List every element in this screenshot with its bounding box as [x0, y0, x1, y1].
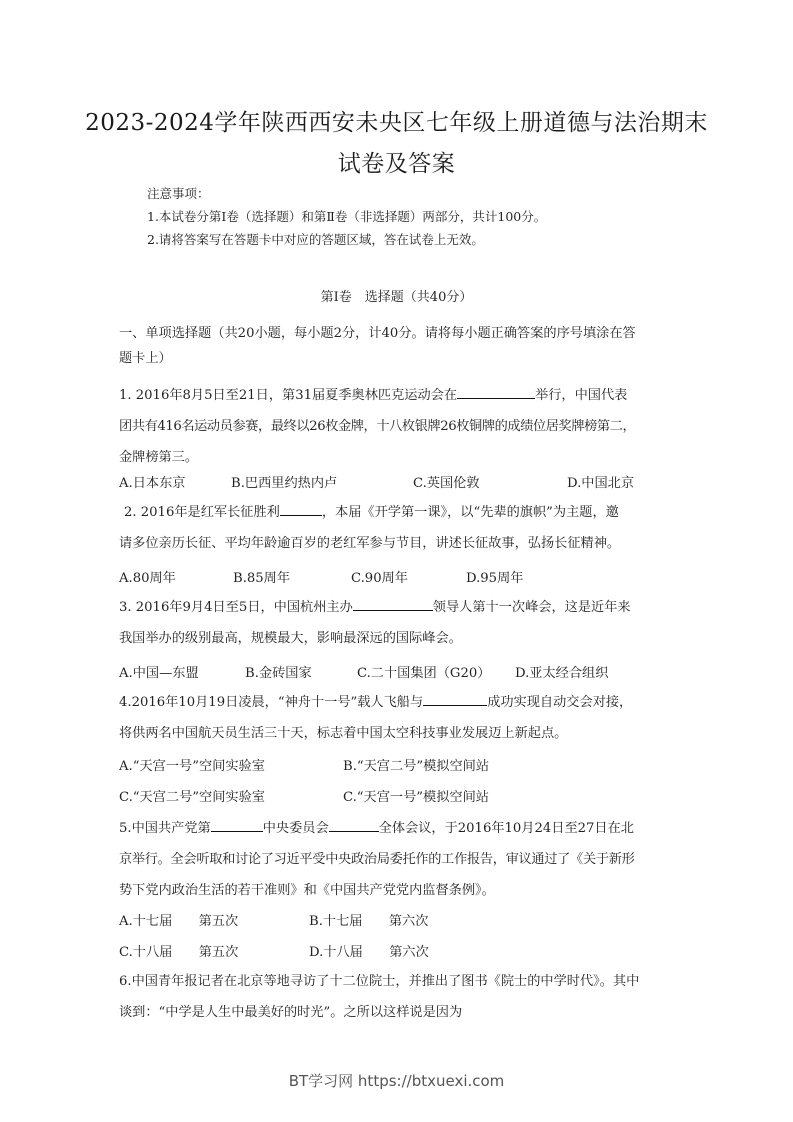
question-6	[119, 966, 675, 1028]
answer-blank	[423, 691, 487, 706]
option-b: B.巴西里约热内卢	[231, 476, 338, 491]
question-2-stem: 2. 2016年是红军长征胜利	[124, 505, 280, 520]
question-6-line2: 谈到：“中学是人生中最美好的时光”。之所以这样说是因为	[119, 1005, 463, 1020]
option-a: A.日本东京	[119, 476, 186, 491]
answer-blank	[353, 596, 433, 611]
question-5-stem-mid: 中央委员会	[262, 821, 329, 836]
option-a: A.十七届 第五次	[119, 914, 239, 929]
option-c: C.“天宫二号”空间实验室	[119, 790, 265, 805]
notes-item: 1.本试卷分第Ⅰ卷（选择题）和第Ⅱ卷（非选择题）两部分，共计100分。	[147, 209, 547, 224]
question-1-line3: 金牌榜第三。	[119, 450, 199, 465]
question-5	[119, 813, 675, 906]
question-5-line2: 京举行。全会听取和讨论了习近平受中央政治局委托作的工作报告，审议通过了《关于新形	[119, 852, 635, 867]
question-2-line1	[124, 497, 680, 528]
question-3-line2: 我国举办的级别最高，规模最大，影响最深远的国际峰会。	[119, 631, 462, 646]
question-5-stem-cont: 全体会议，于2016年10月24日至27日在北	[378, 821, 634, 836]
answer-blank	[457, 384, 535, 399]
footer-watermark: BT学习网 https://btxuexi.com	[288, 1072, 505, 1090]
question-6-line1: 6.中国青年报记者在北京等地寻访了十二位院士，并推出了图书《院士的中学时代》。其中	[119, 974, 640, 989]
question-4-stem-cont: 成功实现自动交会对接，	[487, 695, 633, 710]
option-b: B.十七届 第六次	[309, 914, 429, 929]
question-1-stem: 1. 2016年8月5日至21日，第31届夏季奥林匹克运动会在	[119, 388, 458, 403]
question-5-line1	[119, 813, 675, 844]
question-3-line1	[119, 592, 675, 623]
question-5-stem: 5.中国共产党第	[119, 821, 211, 836]
question-4-stem: 4.2016年10月19日凌晨，“神舟十一号”载人飞船与	[119, 695, 424, 710]
part-one-line2: 题卡上）	[119, 351, 172, 366]
option-a: A.中国—东盟	[119, 666, 199, 681]
question-4-line2: 将供两名中国航天员生活三十天，标志着中国太空科技事业发展迈上新起点。	[119, 726, 568, 741]
option-d: D.95周年	[466, 571, 524, 586]
option-d: D.十八届 第六次	[309, 945, 429, 960]
question-4-line1	[119, 687, 675, 718]
question-1-stem-cont: 举行，中国代表	[535, 388, 628, 403]
part-one-instructions	[119, 318, 675, 374]
option-b: B.85周年	[233, 571, 291, 586]
question-2-line2: 请多位亲历长征、平均年龄逾百岁的老红军参与节目，讲述长征故事，弘扬长征精神。	[119, 536, 621, 551]
option-c: C.十八届 第五次	[119, 945, 239, 960]
notes-heading: 注意事项：	[147, 186, 210, 201]
question-2	[124, 497, 680, 528]
answer-blank	[211, 817, 263, 832]
question-3-stem: 3. 2016年9月4日至5日，中国杭州主办	[119, 600, 353, 615]
section-heading: 第Ⅰ卷 选择题（共40分）	[320, 290, 473, 305]
option-a: A.80周年	[119, 571, 176, 586]
exam-notes	[147, 182, 546, 251]
question-1-line2: 团共有416名运动员参赛，最终以26枚金牌，十八枚银牌26枚铜牌的成绩位居奖牌榜第二，	[119, 419, 636, 434]
option-c: C.二十国集团（G20）	[357, 666, 491, 681]
question-3-stem-cont: 领导人第十一次峰会，这是近年来	[432, 600, 631, 615]
notes-item: 2.请将答案写在答题卡中对应的答题区域，答在试卷上无效。	[147, 232, 484, 247]
option-d: C.“天宫一号”模拟空间站	[343, 790, 489, 805]
answer-blank	[329, 817, 379, 832]
option-d: D.中国北京	[567, 476, 635, 491]
option-b: B.金砖国家	[245, 666, 312, 681]
option-b: B.“天宫二号”模拟空间站	[343, 759, 490, 774]
question-5-line3: 势下党内政治生活的若干准则》和《中国共产党党内监督条例》。	[119, 883, 495, 898]
question-1-line1	[119, 380, 675, 411]
question-2-stem-cont: ，本届《开学第一课》，以“先辈的旗帜”为主题，邀	[321, 505, 619, 520]
part-one-line1: 一、单项选择题（共20小题，每小题2分，计40分。请将每小题正确答案的序号填涂在答	[119, 326, 636, 341]
option-c: C.英国伦敦	[413, 476, 480, 491]
document-title-line1: 2023-2024学年陕西西安未央区七年级上册道德与法治期末	[85, 110, 708, 136]
option-d: D.亚太经合组织	[515, 666, 609, 681]
question-3	[119, 592, 675, 654]
option-a: A.“天宫一号”空间实验室	[119, 759, 265, 774]
answer-blank	[280, 501, 322, 516]
option-c: C.90周年	[351, 571, 408, 586]
question-4	[119, 687, 675, 749]
question-1	[119, 380, 675, 473]
document-title-line2: 试卷及答案	[337, 151, 456, 177]
